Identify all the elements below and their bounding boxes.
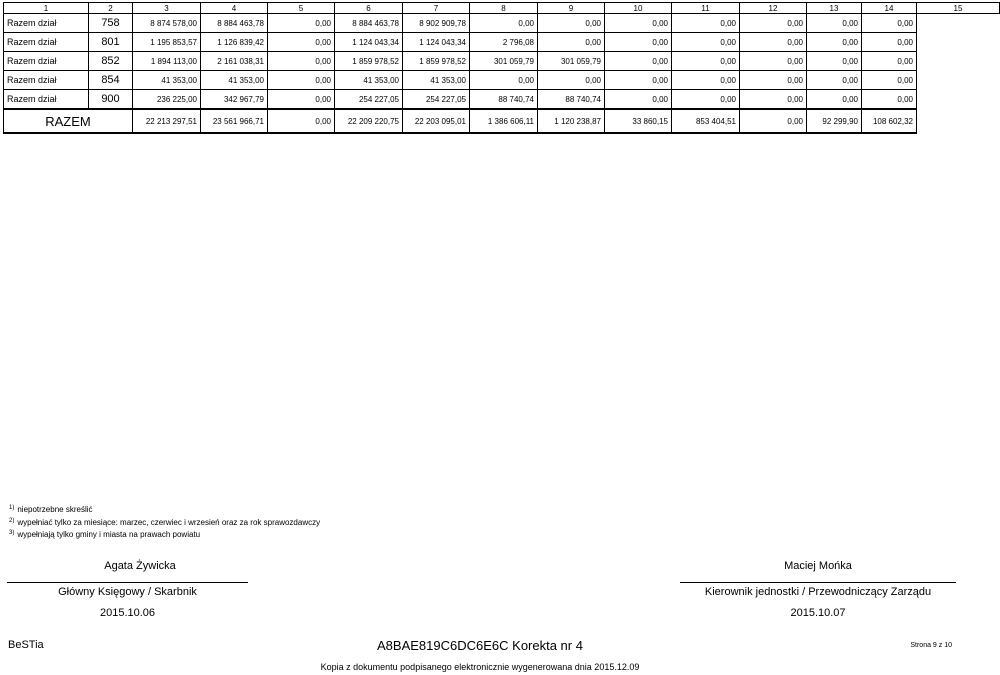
total-value-cell: 92 299,90 bbox=[807, 109, 862, 133]
value-cell: 0,00 bbox=[605, 90, 672, 110]
value-cell: 8 884 463,78 bbox=[335, 14, 403, 33]
value-cell: 88 740,74 bbox=[538, 90, 605, 110]
value-cell: 0,00 bbox=[672, 90, 740, 110]
right-signature-line bbox=[680, 582, 956, 583]
value-cell: 0,00 bbox=[862, 71, 917, 90]
value-cell: 0,00 bbox=[862, 14, 917, 33]
table-row bbox=[4, 52, 1000, 71]
row-label: Razem dział bbox=[4, 71, 89, 90]
value-cell: 0,00 bbox=[862, 33, 917, 52]
section-code: 900 bbox=[89, 90, 133, 110]
value-cell: 301 059,79 bbox=[538, 52, 605, 71]
report-table-container bbox=[3, 2, 963, 134]
total-value-cell: 1 386 606,11 bbox=[470, 109, 538, 133]
row-label: Razem dział bbox=[4, 33, 89, 52]
value-cell: 0,00 bbox=[538, 33, 605, 52]
table-row bbox=[4, 71, 1000, 90]
total-value-cell: 1 120 238,87 bbox=[538, 109, 605, 133]
total-value-cell: 0,00 bbox=[740, 109, 807, 133]
value-cell: 1 859 978,52 bbox=[335, 52, 403, 71]
value-cell: 0,00 bbox=[672, 14, 740, 33]
total-value-cell: 0,00 bbox=[268, 109, 335, 133]
table-row bbox=[4, 14, 1000, 33]
footnote bbox=[9, 516, 320, 529]
value-cell: 8 884 463,78 bbox=[201, 14, 268, 33]
total-value-cell: 22 203 095,01 bbox=[403, 109, 470, 133]
column-number: 3 bbox=[133, 3, 201, 14]
total-value-cell: 22 209 220,75 bbox=[335, 109, 403, 133]
section-code: 801 bbox=[89, 33, 133, 52]
value-cell: 0,00 bbox=[538, 14, 605, 33]
column-number: 6 bbox=[335, 3, 403, 14]
total-row bbox=[4, 109, 1000, 133]
value-cell: 342 967,79 bbox=[201, 90, 268, 110]
footnote-text: wypełniają tylko gminy i miasta na prawach powiatu bbox=[17, 530, 201, 539]
row-label: Razem dział bbox=[4, 14, 89, 33]
column-number: 13 bbox=[807, 3, 862, 14]
column-number: 5 bbox=[268, 3, 335, 14]
column-number: 15 bbox=[917, 3, 1000, 14]
value-cell: 0,00 bbox=[268, 52, 335, 71]
footnote-mark: 3) bbox=[9, 530, 15, 536]
value-cell: 0,00 bbox=[470, 14, 538, 33]
section-code: 758 bbox=[89, 14, 133, 33]
value-cell: 8 874 578,00 bbox=[133, 14, 201, 33]
left-signature-date: 2015.10.06 bbox=[99, 607, 156, 619]
copy-note: Kopia z dokumentu podpisanego elektronicznie wygenerowana dnia 2015.12.09 bbox=[320, 662, 640, 672]
column-number: 8 bbox=[470, 3, 538, 14]
value-cell: 1 859 978,52 bbox=[403, 52, 470, 71]
footnote-mark: 2) bbox=[9, 517, 15, 524]
value-cell: 0,00 bbox=[605, 52, 672, 71]
value-cell: 0,00 bbox=[470, 71, 538, 90]
footnote-text: niepotrzebne skreślić bbox=[17, 505, 93, 514]
right-signature-date: 2015.10.07 bbox=[790, 607, 846, 619]
table-row bbox=[4, 90, 1000, 110]
column-number: 14 bbox=[862, 3, 917, 14]
column-number: 12 bbox=[740, 3, 807, 14]
footnote-mark: 1) bbox=[9, 505, 15, 511]
value-cell: 0,00 bbox=[862, 90, 917, 110]
value-cell: 0,00 bbox=[740, 90, 807, 110]
left-signatory-name: Agata Żywicka bbox=[104, 560, 176, 572]
column-number: 10 bbox=[605, 3, 672, 14]
footnotes bbox=[9, 503, 320, 541]
value-cell: 0,00 bbox=[672, 33, 740, 52]
value-cell: 0,00 bbox=[807, 14, 862, 33]
right-signatory-role: Kierownik jednostki / Przewodniczący Zarządu bbox=[704, 586, 932, 598]
footnote bbox=[9, 503, 320, 516]
value-cell: 1 124 043,34 bbox=[335, 33, 403, 52]
total-value-cell: 853 404,51 bbox=[672, 109, 740, 133]
app-name: BeSTia bbox=[8, 639, 44, 651]
value-cell: 0,00 bbox=[740, 14, 807, 33]
document-code: A8BAE819C6DC6E6C Korekta nr 4 bbox=[377, 638, 583, 653]
value-cell: 0,00 bbox=[672, 52, 740, 71]
value-cell: 0,00 bbox=[672, 71, 740, 90]
total-value-cell: 108 602,32 bbox=[862, 109, 917, 133]
value-cell: 254 227,05 bbox=[403, 90, 470, 110]
value-cell: 1 126 839,42 bbox=[201, 33, 268, 52]
value-cell: 0,00 bbox=[268, 33, 335, 52]
value-cell: 0,00 bbox=[807, 71, 862, 90]
value-cell: 8 902 909,78 bbox=[403, 14, 470, 33]
value-cell: 0,00 bbox=[807, 33, 862, 52]
footnote-text: wypełniać tylko za miesiące: marzec, czerwiec i wrzesień oraz za rok sprawozdawczy bbox=[17, 517, 321, 527]
value-cell: 1 894 113,00 bbox=[133, 52, 201, 71]
column-number: 1 bbox=[4, 3, 89, 14]
table-row bbox=[4, 33, 1000, 52]
value-cell: 0,00 bbox=[862, 52, 917, 71]
left-signature-line bbox=[7, 582, 248, 583]
value-cell: 0,00 bbox=[807, 52, 862, 71]
value-cell: 0,00 bbox=[605, 33, 672, 52]
column-number: 11 bbox=[672, 3, 740, 14]
value-cell: 254 227,05 bbox=[335, 90, 403, 110]
value-cell: 1 124 043,34 bbox=[403, 33, 470, 52]
value-cell: 0,00 bbox=[740, 33, 807, 52]
value-cell: 1 195 853,57 bbox=[133, 33, 201, 52]
column-number: 7 bbox=[403, 3, 470, 14]
value-cell: 88 740,74 bbox=[470, 90, 538, 110]
section-code: 852 bbox=[89, 52, 133, 71]
total-value-cell: 22 213 297,51 bbox=[133, 109, 201, 133]
value-cell: 41 353,00 bbox=[335, 71, 403, 90]
column-number: 2 bbox=[89, 3, 133, 14]
header-row bbox=[4, 3, 1000, 14]
column-number: 4 bbox=[201, 3, 268, 14]
value-cell: 0,00 bbox=[268, 90, 335, 110]
total-label: RAZEM bbox=[4, 109, 133, 133]
left-signatory-role: Główny Księgowy / Skarbnik bbox=[58, 586, 197, 598]
value-cell: 0,00 bbox=[538, 71, 605, 90]
total-value-cell: 33 860,15 bbox=[605, 109, 672, 133]
value-cell: 2 796,08 bbox=[470, 33, 538, 52]
section-code: 854 bbox=[89, 71, 133, 90]
report-table bbox=[3, 2, 1000, 134]
value-cell: 0,00 bbox=[605, 71, 672, 90]
row-label: Razem dział bbox=[4, 52, 89, 71]
total-value-cell: 23 561 966,71 bbox=[201, 109, 268, 133]
right-signatory-name: Maciej Mońka bbox=[784, 560, 852, 572]
page-number: Strona 9 z 10 bbox=[910, 642, 952, 649]
value-cell: 0,00 bbox=[807, 90, 862, 110]
row-label: Razem dział bbox=[4, 90, 89, 110]
value-cell: 41 353,00 bbox=[133, 71, 201, 90]
value-cell: 0,00 bbox=[268, 71, 335, 90]
value-cell: 301 059,79 bbox=[470, 52, 538, 71]
value-cell: 0,00 bbox=[740, 71, 807, 90]
footnote bbox=[9, 528, 320, 541]
value-cell: 0,00 bbox=[605, 14, 672, 33]
value-cell: 0,00 bbox=[740, 52, 807, 71]
value-cell: 41 353,00 bbox=[201, 71, 268, 90]
value-cell: 2 161 038,31 bbox=[201, 52, 268, 71]
value-cell: 41 353,00 bbox=[403, 71, 470, 90]
value-cell: 0,00 bbox=[268, 14, 335, 33]
column-number: 9 bbox=[538, 3, 605, 14]
value-cell: 236 225,00 bbox=[133, 90, 201, 110]
